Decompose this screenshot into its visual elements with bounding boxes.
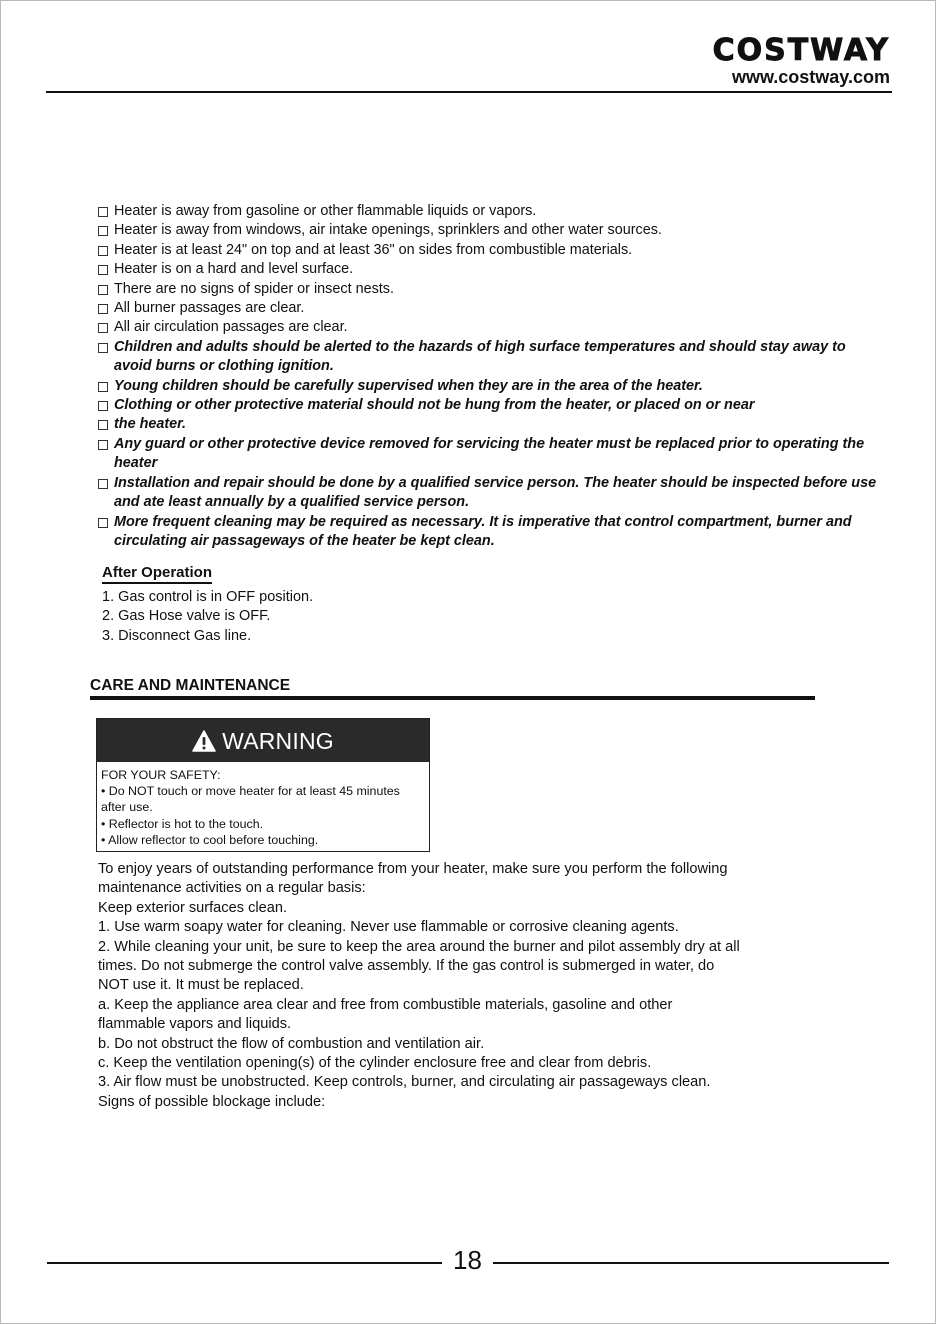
maintenance-body-text [98, 860, 828, 1112]
body-line: NOT use it. It must be replaced. [98, 977, 304, 994]
checklist-item-text: There are no signs of spider or insect nests. [114, 280, 394, 297]
body-line: 1. Use warm soapy water for cleaning. Never use flammable or corrosive cleaning agents. [98, 919, 679, 936]
safety-checklist [97, 202, 877, 551]
warning-line: after use. [101, 800, 153, 815]
body-line: 3. Air flow must be unobstructed. Keep controls, burner, and circulating air passageways clean. [98, 1074, 711, 1091]
after-operation-item: 1. Gas control is in OFF position. [102, 589, 314, 605]
body-line: 2. While cleaning your unit, be sure to keep the area around the burner and pilot assembly dry at all [98, 938, 740, 955]
checklist-item-text: Heater is away from gasoline or other flammable liquids or vapors. [114, 203, 537, 219]
checklist-item [97, 513, 877, 552]
checklist-item-text: Heater is away from windows, air intake openings, sprinklers and other water sources. [114, 222, 662, 239]
brand-url: www.costway.com [731, 67, 890, 87]
checkbox-square-icon [98, 285, 108, 295]
warning-box [96, 718, 430, 852]
checklist-item [97, 299, 877, 318]
warning-body [97, 762, 429, 848]
body-line: Keep exterior surfaces clean. [98, 899, 288, 916]
after-operation-section [102, 563, 313, 646]
body-line: maintenance activities on a regular basis: [98, 880, 366, 897]
warning-title: WARNING [222, 727, 334, 754]
checklist-item-text: All burner passages are clear. [114, 300, 305, 317]
after-operation-item: 3. Disconnect Gas line. [102, 627, 252, 644]
checkbox-square-icon [98, 226, 108, 236]
checklist-item-text: Any guard or other protective device removed for servicing the heater must be replaced prior to operating the heater [114, 435, 865, 472]
warning-line: FOR YOUR SAFETY: [101, 768, 221, 782]
checklist-item [97, 280, 877, 299]
body-line: flammable vapors and liquids. [98, 1016, 292, 1033]
checkbox-square-icon [98, 518, 108, 528]
care-maintenance-title: CARE AND MAINTENANCE [90, 677, 291, 694]
page-number: 18 [453, 1245, 482, 1275]
checklist-item [97, 221, 877, 240]
checklist-item-text: Children and adults should be alerted to the hazards of high surface temperatures and should stay away to avoid burns or clothing ignition. [114, 338, 846, 375]
checkbox-square-icon [98, 323, 108, 333]
checklist-item-text: Installation and repair should be done by a qualified service person. The heater should be inspected before use and ate least annually by a qualified service person. [114, 474, 877, 511]
after-operation-item: 2. Gas Hose valve is OFF. [102, 608, 271, 625]
checkbox-square-icon [98, 479, 108, 489]
checkbox-square-icon [98, 207, 108, 217]
checklist-item [97, 377, 877, 396]
checklist-item [97, 260, 877, 279]
warning-line: • Do NOT touch or move heater for at least 45 minutes [101, 784, 400, 799]
checkbox-square-icon [98, 420, 108, 430]
body-line: c. Keep the ventilation opening(s) of the cylinder enclosure free and clear from debris. [98, 1055, 652, 1072]
checkbox-square-icon [98, 304, 108, 314]
checklist-item [97, 415, 877, 434]
checkbox-square-icon [98, 401, 108, 411]
checkbox-square-icon [98, 246, 108, 256]
checkbox-square-icon [98, 343, 108, 353]
body-line: a. Keep the appliance area clear and free from combustible materials, gasoline and other [98, 996, 673, 1013]
warning-line: • Reflector is hot to the touch. [101, 816, 264, 831]
checklist-item-text: the heater. [114, 416, 186, 433]
header-rule [46, 91, 892, 93]
care-maintenance-rule [90, 696, 815, 700]
checkbox-square-icon [98, 265, 108, 275]
checklist-item-text: Young children should be carefully supervised when they are in the area of the heater. [114, 377, 703, 394]
checklist-item [97, 435, 877, 474]
after-operation-title: After Operation [102, 563, 212, 584]
body-line: b. Do not obstruct the flow of combustion and ventilation air. [98, 1035, 485, 1052]
footer-rule-right [493, 1262, 889, 1264]
checklist-item [97, 241, 877, 260]
checklist-item-text: Heater is at least 24" on top and at least 36" on sides from combustible materials. [114, 241, 633, 258]
checklist-item [97, 338, 877, 377]
warning-line: • Allow reflector to cool before touching. [101, 832, 319, 847]
brand-block [712, 33, 890, 87]
checkbox-square-icon [98, 382, 108, 392]
checklist-item-text: More frequent cleaning may be required as necessary. It is imperative that control compartment, burner and circulating air passageways of the heater be kept clean. [114, 513, 852, 549]
footer-rule-left [47, 1262, 442, 1264]
brand-logo: COSTWAY [712, 33, 890, 68]
checkbox-square-icon [98, 440, 108, 450]
checklist-item-text: Heater is on a hard and level surface. [114, 261, 354, 278]
warning-header [97, 719, 429, 762]
body-line: times. Do not submerge the control valve assembly. If the gas control is submerged in water, do [98, 958, 715, 975]
warning-triangle-icon [192, 730, 216, 752]
after-operation-list [102, 588, 313, 646]
checklist-item-text: Clothing or other protective material should not be hung from the heater, or placed on or near [114, 397, 755, 414]
checklist-item [97, 202, 877, 221]
body-line: Signs of possible blockage include: [98, 1093, 326, 1110]
checklist-item-text: All air circulation passages are clear. [114, 319, 348, 336]
body-line: To enjoy years of outstanding performance from your heater, make sure you perform the following [98, 861, 728, 877]
checklist-item [97, 318, 877, 337]
checklist-item [97, 474, 877, 513]
checklist-item [97, 396, 877, 415]
